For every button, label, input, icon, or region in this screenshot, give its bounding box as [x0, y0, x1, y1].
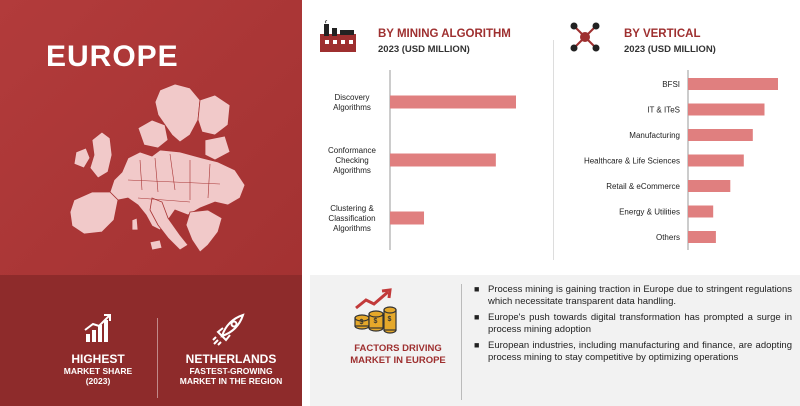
stat-netherlands-line1: FASTEST-GROWING: [189, 366, 273, 376]
category-label: Checking: [335, 156, 369, 165]
factors-divider: [461, 284, 462, 400]
category-label: Algorithms: [333, 103, 371, 112]
svg-text:$: $: [359, 319, 364, 326]
algorithm-card-title: BY MINING ALGORITHM: [378, 28, 511, 40]
stat-highest-line2: (2023): [85, 376, 111, 386]
category-label: Manufacturing: [629, 131, 680, 140]
bar: [390, 96, 516, 109]
factor-bullet: ■ Process mining is gaining traction in Europe due to stringent regulations which necessitate transparent data handling.: [474, 284, 792, 307]
factor-bullet: ■ Europe's push towards digital transformation has prompted a surge in process mining adoption: [474, 312, 792, 335]
factors-title-line2: MARKET IN EUROPE: [350, 355, 446, 366]
network-icon: [568, 20, 602, 54]
algorithm-card-subtitle: 2023 (USD MILLION): [378, 44, 470, 55]
stats-divider: [157, 318, 158, 398]
vertical-bar-chart: [560, 70, 796, 250]
rocket-icon: [212, 312, 246, 346]
vertical-card-title: BY VERTICAL: [624, 28, 701, 40]
factors-bullet-list: [474, 284, 792, 368]
category-label: BFSI: [662, 80, 680, 89]
bar: [688, 78, 778, 90]
category-label: Algorithms: [333, 224, 371, 233]
category-label: Retail & eCommerce: [606, 182, 680, 191]
svg-text:$: $: [373, 318, 378, 325]
vertical-card-subtitle: 2023 (USD MILLION): [624, 44, 716, 55]
stat-netherlands-line2: MARKET IN THE REGION: [179, 376, 283, 386]
bar: [688, 206, 713, 218]
category-label: IT & ITeS: [647, 105, 680, 115]
bar: [688, 231, 716, 243]
bar: [390, 154, 496, 167]
stat-netherlands-headline: NETHERLANDS: [185, 352, 277, 366]
category-label: Algorithms: [333, 166, 371, 175]
factors-title: [343, 343, 453, 367]
factor-bullet: ■ European industries, including manufacturing and finance, are adopting process mining to stay competitive by optimizing operations: [474, 340, 792, 363]
category-label: Discovery: [334, 93, 370, 102]
coins-growth-icon: [352, 288, 398, 336]
bar: [688, 104, 765, 116]
card-divider: [553, 40, 554, 260]
stat-highest-line1: MARKET SHARE: [63, 366, 133, 376]
factors-title-line1: FACTORS DRIVING: [354, 343, 442, 354]
bar: [688, 180, 730, 192]
stat-netherlands: [166, 352, 296, 386]
stat-highest-headline: HIGHEST: [71, 352, 125, 366]
category-label: Others: [655, 233, 680, 242]
region-title: EUROPE: [46, 40, 179, 73]
category-label: Classification: [328, 214, 376, 223]
bar: [688, 155, 744, 167]
category-label: Clustering &: [330, 204, 374, 213]
category-label: Conformance: [327, 146, 377, 155]
europe-map-icon: [40, 80, 265, 270]
stat-highest: [38, 352, 158, 386]
category-label: Energy & Utilities: [619, 207, 680, 217]
growth-chart-icon: [82, 312, 114, 344]
category-label: Healthcare & Life Sciences: [583, 156, 680, 166]
region-panel-bottom: [0, 275, 302, 406]
algorithm-bar-chart: [312, 70, 542, 250]
bar: [390, 212, 424, 225]
bar: [688, 129, 753, 141]
svg-text:$: $: [387, 316, 392, 323]
factory-icon: [318, 20, 358, 54]
